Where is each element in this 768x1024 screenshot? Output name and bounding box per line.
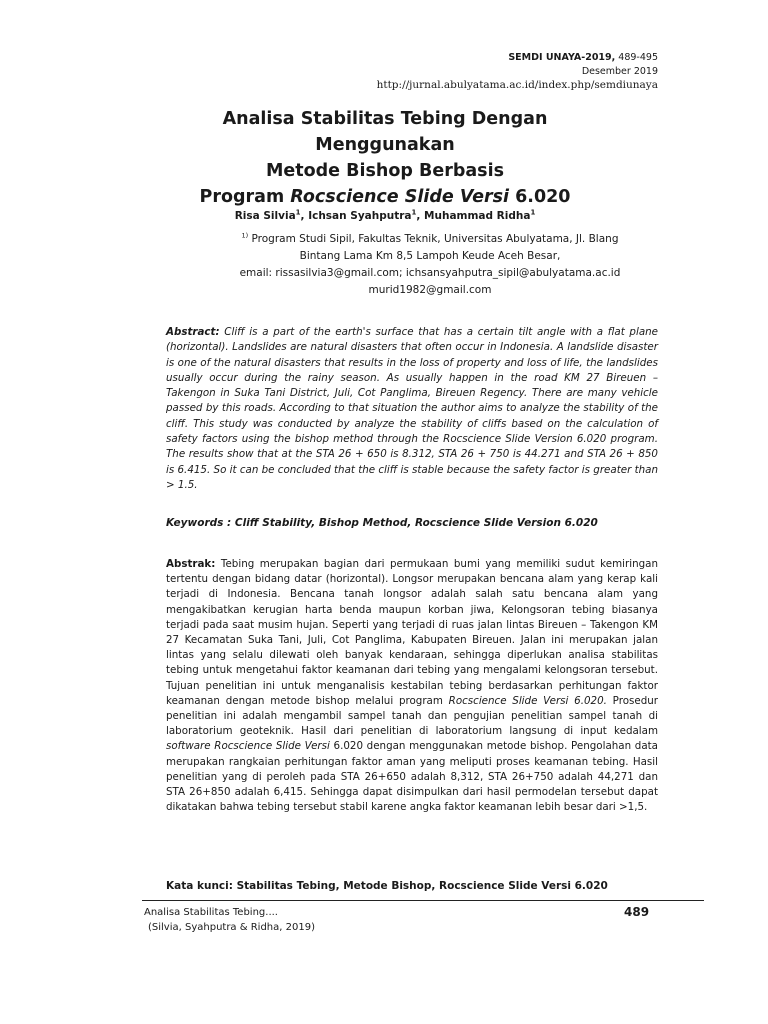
abstract-italic-term: Rocscience Slide Versi 6.020. (448, 694, 607, 707)
author-name: Muhammad Ridha (424, 210, 531, 222)
author-name: Ichsan Syahputra (308, 210, 412, 222)
author-name: Risa Silvia (234, 210, 296, 222)
affiliation-marker: 1 (530, 208, 536, 217)
affiliation-block (220, 231, 640, 299)
affiliation-line: Bintang Lama Km 8,5 Lampoh Keude Aceh Besar, (299, 250, 561, 262)
journal-header (508, 52, 658, 63)
email-line: murid1982@gmail.com (368, 284, 492, 296)
abstract-indonesian (166, 557, 658, 815)
abstract-label: Abstract: (166, 326, 220, 338)
paper-title (150, 106, 620, 210)
title-line-3-prefix: Program (199, 187, 285, 207)
abstract-text: Prosedur penelitian ini adalah mengambil sampel tanah dan pengujian penelitian sampel tanah di laboratorium geoteknik. Hasil dari penelitian di laboratorium langsung di input kedalam (166, 694, 659, 738)
title-line-3-suffix: 6.020 (515, 187, 571, 207)
title-line-2: Metode Bishop Berbasis (265, 161, 505, 181)
abstract-text: Cliff is a part of the earth's surface that has a certain tilt angle with a flat plane (horizontal). Landslides are natural disasters that often occur in Indonesia. A landslide disaster is one of the natural disasters that results in the loss of property and loss of life, the landslides usually occur during the rainy season. As usually happen in the road KM 27 Bireuen – Takengon in Suka Tani District, Juli, Cot Panglima, Bireuen Regency. There are many vehicle passed by this roads. According to that situation the author aims to analyze the stability of the cliff. This study was conducted by analyze the stability of cliffs based on the calculation of safety factors using the bishop method through the Rocscience Slide Version 6.020 program. The results show that at the STA 26 + 650 is 8.312, STA 26 + 750 is 44.271 and STA 26 + 850 is 6.415. So it can be concluded that the cliff is stable because the safety factor is greater than > 1.5. (166, 326, 659, 491)
affiliation-marker: 1 (411, 208, 417, 217)
abstract-italic-term: software Rocscience Slide Versi (166, 740, 330, 753)
title-line-1: Analisa Stabilitas Tebing Dengan Menggunakan (222, 109, 548, 155)
affiliation-marker: 1) (241, 231, 249, 240)
journal-pages: 489-495 (618, 52, 658, 63)
keywords-indonesian: Kata kunci: Stabilitas Tebing, Metode Bishop, Rocscience Slide Versi 6.020 (166, 880, 608, 892)
keywords-english: Keywords : Cliff Stability, Bishop Method, Rocscience Slide Version 6.020 (166, 517, 598, 529)
abstract-english (166, 325, 658, 493)
title-line-3-italic: Rocscience Slide Versi (290, 187, 510, 207)
abstract-text: 6.020 dengan menggunakan metode bishop. Pengolahan data merupakan rangkaian perhitungan faktor aman yang meliputi proses keamanan tebing. Hasil penelitian yang di peroleh pada STA 26+650 adalah 8,312, STA 26+750 adalah 44,271 dan STA 26+850 adalah 6,415. Sehingga dapat disimpulkan dari hasil permodelan tersebut dapat dikatakan bahwa tebing tersebut stabil karene angka faktor keamanan lebih besar dari >1,5. (166, 740, 658, 814)
journal-url[interactable]: http://jurnal.abulyatama.ac.id/index.php/semdiunaya (376, 79, 658, 91)
author-list: Risa Silvia$^1$, Ichsan Syahputra$^1$, Muhammad Ridha$^1$ (234, 208, 536, 222)
affiliation-marker: 1 (295, 208, 301, 217)
journal-name: SEMDI UNAYA-2019, (508, 52, 616, 63)
footer-divider (142, 900, 704, 901)
abstract-text: Tebing merupakan bagian dari permukaan bumi yang memiliki sudut kemiringan tertentu dengan bidang datar (horizontal). Longsor merupakan bencana alam yang kerap kali terjadi di Indonesia. Bencana tanah longsor adalah salah satu bencana alam yang mengakibatkan kerugian harta benda maupun korban jiwa, Kelongsoran tebing biasanya terjadi pada saat musim hujan. Seperti yang terjadi di ruas jalan lintas Bireuen – Takengon KM 27 Kecamatan Suka Tani, Juli, Cot Panglima, Kabupaten Bireuen. Jalan ini merupakan jalan lintas yang selalu dilewati oleh banyak kendaraan, sehingga diperlukan analisa stabilitas tebing untuk mengetahui faktor keamanan dari tebing yang mengalami kelongsoran tersebut. Tujuan penelitian ini untuk menganalisis kestabilan tebing berdasarkan perhitungan faktor keamanan dengan metode bishop melalui program (166, 558, 658, 707)
issue-date: Desember 2019 (581, 66, 658, 77)
email-line: email: rissasilvia3@gmail.com; ichsansyahputra_sipil@abulyatama.ac.id (239, 267, 621, 279)
page-number: 489 (624, 905, 650, 919)
footer-short-title: Analisa Stabilitas Tebing.... (144, 907, 278, 918)
footer-citation: (Silvia, Syahputra & Ridha, 2019) (148, 922, 315, 933)
affiliation-line: Program Studi Sipil, Fakultas Teknik, Universitas Abulyatama, Jl. Blang (251, 233, 619, 245)
abstract-label: Abstrak: (166, 558, 216, 570)
